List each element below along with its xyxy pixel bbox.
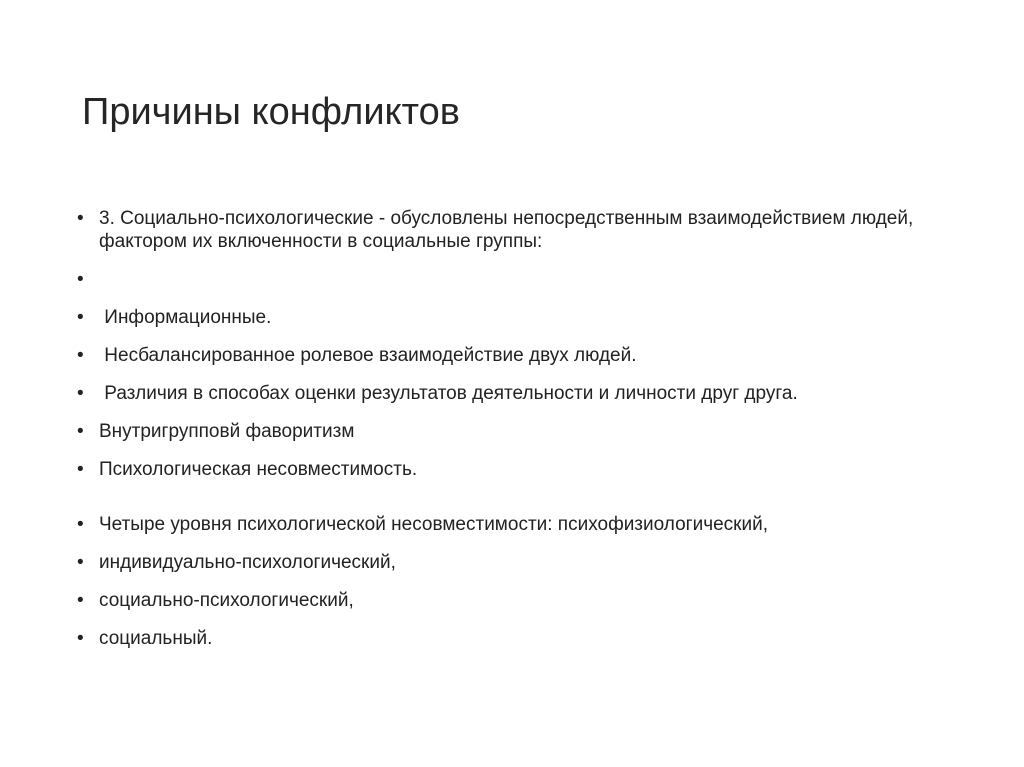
list-item-text: 3. Социально-психологические - обусловлены непосредственным взаимодействием людей, фактором их включенности в социальные группы: bbox=[99, 208, 914, 252]
list-item bbox=[77, 344, 957, 367]
list-item bbox=[77, 306, 957, 329]
list-item bbox=[77, 513, 957, 536]
bullet-icon: • bbox=[77, 590, 84, 611]
bullet-icon: • bbox=[77, 383, 84, 404]
bullet-list bbox=[77, 207, 957, 665]
list-item-text: социальный. bbox=[99, 628, 213, 649]
list-item bbox=[77, 382, 957, 405]
list-item-text: Четыре уровня психологической несовместимости: психофизиологический, bbox=[99, 514, 768, 535]
list-item bbox=[77, 207, 957, 253]
bullet-icon: • bbox=[77, 269, 84, 290]
list-item bbox=[77, 627, 957, 650]
list-item-text: Несбалансированное ролевое взаимодействие двух людей. bbox=[104, 345, 637, 366]
list-item bbox=[77, 589, 957, 612]
list-item-text: социально-психологический, bbox=[99, 590, 354, 611]
bullet-icon: • bbox=[77, 514, 84, 535]
list-item-text: Внутригрупповй фаворитизм bbox=[99, 421, 355, 442]
bullet-icon: • bbox=[77, 208, 84, 229]
bullet-icon: • bbox=[77, 628, 84, 649]
bullet-icon: • bbox=[77, 459, 84, 480]
bullet-icon: • bbox=[77, 345, 84, 366]
list-item bbox=[77, 551, 957, 574]
list-item-text: индивидуально-психологический, bbox=[99, 552, 396, 573]
bullet-icon: • bbox=[77, 552, 84, 573]
list-item-text: Различия в способах оценки результатов деятельности и личности друг друга. bbox=[104, 383, 798, 404]
bullet-icon: • bbox=[77, 421, 84, 442]
list-item bbox=[77, 458, 957, 481]
bullet-icon: • bbox=[77, 307, 84, 328]
slide-title: Причины конфликтов bbox=[82, 91, 460, 133]
list-item bbox=[77, 268, 957, 291]
list-item-text: Информационные. bbox=[104, 307, 272, 328]
list-item-text: Психологическая несовместимость. bbox=[99, 459, 418, 480]
list-item bbox=[77, 420, 957, 443]
